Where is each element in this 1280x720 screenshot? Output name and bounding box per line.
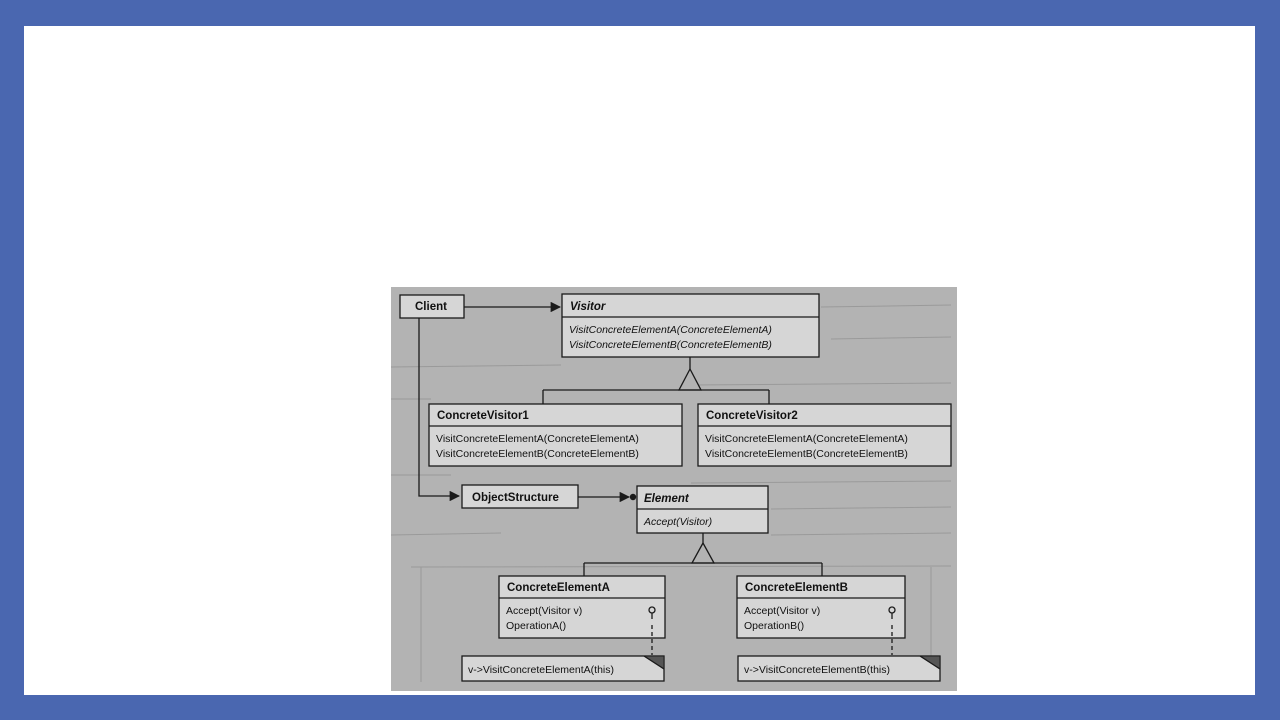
concrete-element-b-operation: OperationB() — [744, 620, 805, 632]
client-class — [400, 295, 464, 318]
note-a-text: v->VisitConcreteElementA(this) — [468, 664, 614, 676]
client-class-name: Client — [415, 301, 447, 313]
objectstructure-element-association — [578, 494, 636, 500]
concrete-visitor-2-name: ConcreteVisitor2 — [706, 410, 798, 422]
inheritance-triangle-icon — [679, 369, 701, 390]
object-structure-name: ObjectStructure — [472, 492, 559, 504]
note-b — [738, 656, 940, 681]
visitor-class — [562, 294, 819, 357]
concrete-element-b-class — [737, 576, 905, 638]
element-class — [637, 486, 768, 533]
note-a — [462, 656, 664, 681]
concrete-element-b-name: ConcreteElementB — [745, 582, 848, 594]
element-operation: Accept(Visitor) — [644, 516, 713, 528]
visitor-operation: VisitConcreteElementB(ConcreteElementB) — [569, 339, 772, 351]
visitor-inheritance — [543, 357, 769, 404]
visitor-class-name: Visitor — [570, 301, 606, 313]
multiplicity-dot-icon — [630, 494, 636, 500]
slide — [24, 26, 1255, 695]
concrete-visitor-2-operation: VisitConcreteElementB(ConcreteElementB) — [705, 448, 908, 460]
object-structure-class — [462, 485, 578, 508]
concrete-element-a-operation: Accept(Visitor v) — [506, 605, 583, 617]
concrete-visitor-1-class — [429, 404, 682, 466]
concrete-visitor-2-class — [698, 404, 951, 466]
concrete-element-a-operation: OperationA() — [506, 620, 567, 632]
element-inheritance — [584, 533, 822, 576]
concrete-visitor-1-operation: VisitConcreteElementA(ConcreteElementA) — [436, 433, 639, 445]
uml-class-diagram — [391, 287, 957, 691]
concrete-visitor-1-operation: VisitConcreteElementB(ConcreteElementB) — [436, 448, 639, 460]
concrete-visitor-2-operation: VisitConcreteElementA(ConcreteElementA) — [705, 433, 908, 445]
inheritance-triangle-icon — [692, 543, 714, 563]
concrete-element-b-operation: Accept(Visitor v) — [744, 605, 821, 617]
visitor-operation: VisitConcreteElementA(ConcreteElementA) — [569, 324, 772, 336]
concrete-element-a-name: ConcreteElementA — [507, 582, 610, 594]
concrete-visitor-1-name: ConcreteVisitor1 — [437, 410, 529, 422]
diagram-canvas — [391, 287, 957, 691]
element-class-name: Element — [644, 493, 689, 505]
concrete-element-a-class — [499, 576, 665, 638]
note-b-text: v->VisitConcreteElementB(this) — [744, 664, 890, 676]
